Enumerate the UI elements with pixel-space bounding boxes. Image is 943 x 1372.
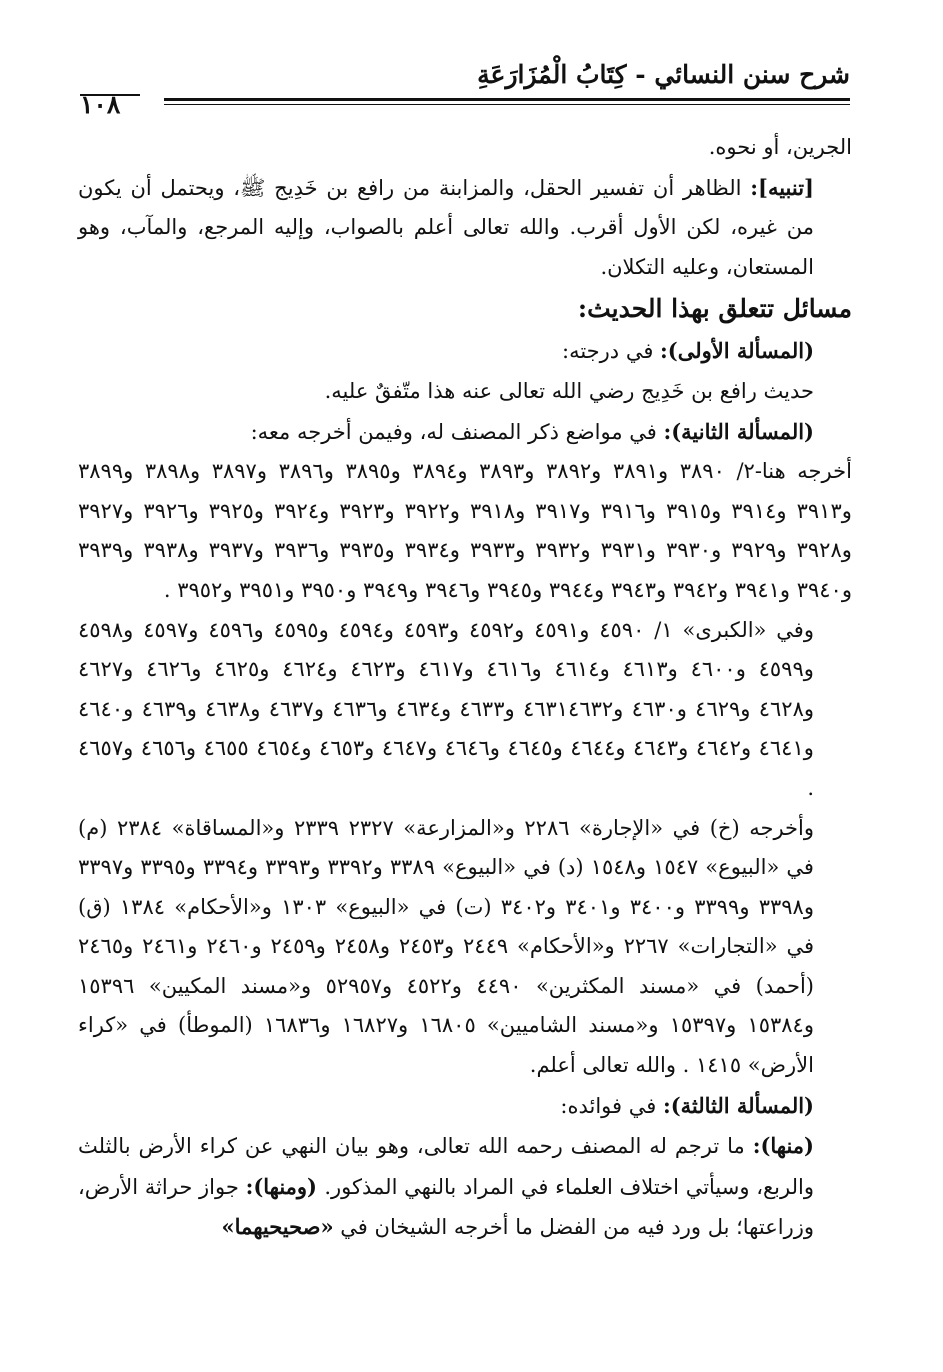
issue-2-heading <box>78 412 852 453</box>
paragraph: الجرين، أو نحوه. <box>708 135 852 159</box>
header-rule <box>164 98 850 105</box>
references-kubra: وفي «الكبرى» ١/ ٤٥٩٠ و٤٥٩١ و٤٥٩٢ و٤٥٩٣ و٤٥٩٤ و٤٥٩٥ و٤٥٩٦ و٤٥٩٧ و٤٥٩٨ و٤٥٩٩ و٤٦٠٠ و٤٦١٣ و٤٦١٤ و٤٦١٦ و٤٦١٧ و٤٦٢٣ و٤٦٢٤ و٤٦٢٥ و٤٦٢٦ و٤٦٢٧ و٤٦٢٨ و٤٦٢٩ و٤٦٣٠ و٤٦٣١٤٦٣٢ و٤٦٣٣ و٤٦٣٤ و٤٦٣٦ و٤٦٣٧ و٤٦٣٨ و٤٦٣٩ و٤٦٤٠ و٤٦٤١ و٤٦٤٢ و٤٦٤٣ و٤٦٤٤ و٤٦٤٥ و٤٦٤٦ و٤٦٤٧ و٤٦٥٣ و٤٦٥٤ ٤٦٥٥ و٤٦٥٦ و٤٦٥٧ . <box>78 617 815 800</box>
issue-3-heading <box>78 1086 852 1127</box>
benefit-2-label: (ومنها): <box>245 1173 325 1199</box>
benefit-1-text: ما ترجم له المصنف رحمه الله تعالى، وهو بيان النهي عن كراء الأرض بالثلث والربع، وسيأتي اختلاف العلماء في المراد بالنهي المذكور. <box>78 1134 814 1199</box>
issue-1-label: (المسألة الأولى): <box>660 338 814 364</box>
section-heading: مسائل تتعلق بهذا الحديث: <box>577 294 852 324</box>
note-text: الظاهر أن تفسير الحقل، والمزابنة من رافع بن خَدِيج ﷺ، ويحتمل أن يكون من غيره، لكن الأول أقرب. والله تعالى أعلم بالصواب، وإليه المرجع، والمآب، وهو المستعان، وعليه التكلان. <box>78 175 814 279</box>
issue-1-heading <box>78 331 852 372</box>
references-others: وأخرجه (خ) في «الإجارة» ٢٢٨٦ و«المزارعة» ٢٣٢٧ ٢٣٣٩ و«المساقاة» ٢٣٨٤ (م) في «البيوع» ١٥٤٧ و١٥٤٨ (د) في «البيوع» ٣٣٨٩ و٣٣٩٢ و٣٣٩٣ و٣٣٩٤ و٣٣٩٥ و٣٣٩٧ و٣٣٩٨ و٣٣٩٩ و٣٤٠٠ و٣٤٠١ و٣٤٠٢ (ت) في «البيوع» ١٣٠٣ و«الأحكام» ١٣٨٤ (ق) في «التجارات» ٢٢٦٧ و«الأحكام» ٢٤٤٩ و٢٤٥٣ و٢٤٥٨ و٢٤٥٩ و٢٤٦٠ و٢٤٦١ و٢٤٦٥ (أحمد) في «مسند المكثرين» ٤٤٩٠ و٤٥٢٢ و٥٢٩٥٧ و«مسند المكيين» ١٥٣٩٦ و١٥٣٨٤ و١٥٣٩٧ و«مسند الشاميين» ١٦٨٠٥ و١٦٨٢٧ و١٦٨٣٦ (الموطأ) في «كراء الأرض» ١٤١٥ . والله تعالى أعلم. <box>78 815 814 1078</box>
references-nasai: أخرجه هنا-٢/ ٣٨٩٠ و٣٨٩١ و٣٨٩٢ و٣٨٩٣ و٣٨٩٤ و٣٨٩٥ و٣٨٩٦ و٣٨٩٧ و٣٨٩٨ و٣٨٩٩ و٣٩١٣ و٣٩١٤ و٣٩١٥ و٣٩١٦ و٣٩١٧ و٣٩١٨ و٣٩٢٢ و٣٩٢٣ و٣٩٢٤ و٣٩٢٥ و٣٩٢٦ و٣٩٢٧ و٣٩٢٨ و٣٩٢٩ و٣٩٣٠ و٣٩٣١ و٣٩٣٢ و٣٩٣٣ و٣٩٣٤ و٣٩٣٥ و٣٩٣٦ و٣٩٣٧ و٣٩٣٨ و٣٩٣٩ و٣٩٤٠ و٣٩٤١ و٣٩٤٢ و٣٩٤٣ و٣٩٤٤ و٣٩٤٥ و٣٩٤٦ و٣٩٤٩ و٣٩٥٠ و٣٩٥١ و٣٩٥٢ . <box>78 459 852 602</box>
page-body <box>78 128 852 1248</box>
issue-3-title: في فوائده: <box>560 1093 663 1118</box>
issue-3-label: (المسألة الثالثة): <box>662 1092 814 1118</box>
page-header <box>80 60 850 119</box>
page-number: ١٠٨ <box>80 90 121 119</box>
benefits-paragraph <box>78 1126 852 1248</box>
note-label: [تنبيه]: <box>750 174 814 200</box>
issue-1-title: في درجته: <box>562 339 661 364</box>
issue-2-label: (المسألة الثانية): <box>663 418 814 444</box>
benefit-2-source: «صحيحيهما» <box>221 1214 334 1240</box>
benefit-1-label: (منها): <box>752 1133 814 1159</box>
references-block <box>78 452 852 1086</box>
running-title: شرح سنن النسائي - كِتَابُ الْمُزَارَعَةِ <box>477 60 850 89</box>
issue-2-title: في مواضع ذكر المصنف له، وفيمن أخرجه معه: <box>250 419 664 444</box>
issue-1-body: حديث رافع بن خَدِيج رضي الله تعالى عنه هذا متّفقٌ عليه. <box>324 378 814 403</box>
benefit-2-text: جواز حراثة الأرض، وزراعتها؛ بل ورد فيه من الفضل ما أخرجه الشيخان في <box>78 1174 814 1240</box>
note-paragraph <box>78 168 852 288</box>
